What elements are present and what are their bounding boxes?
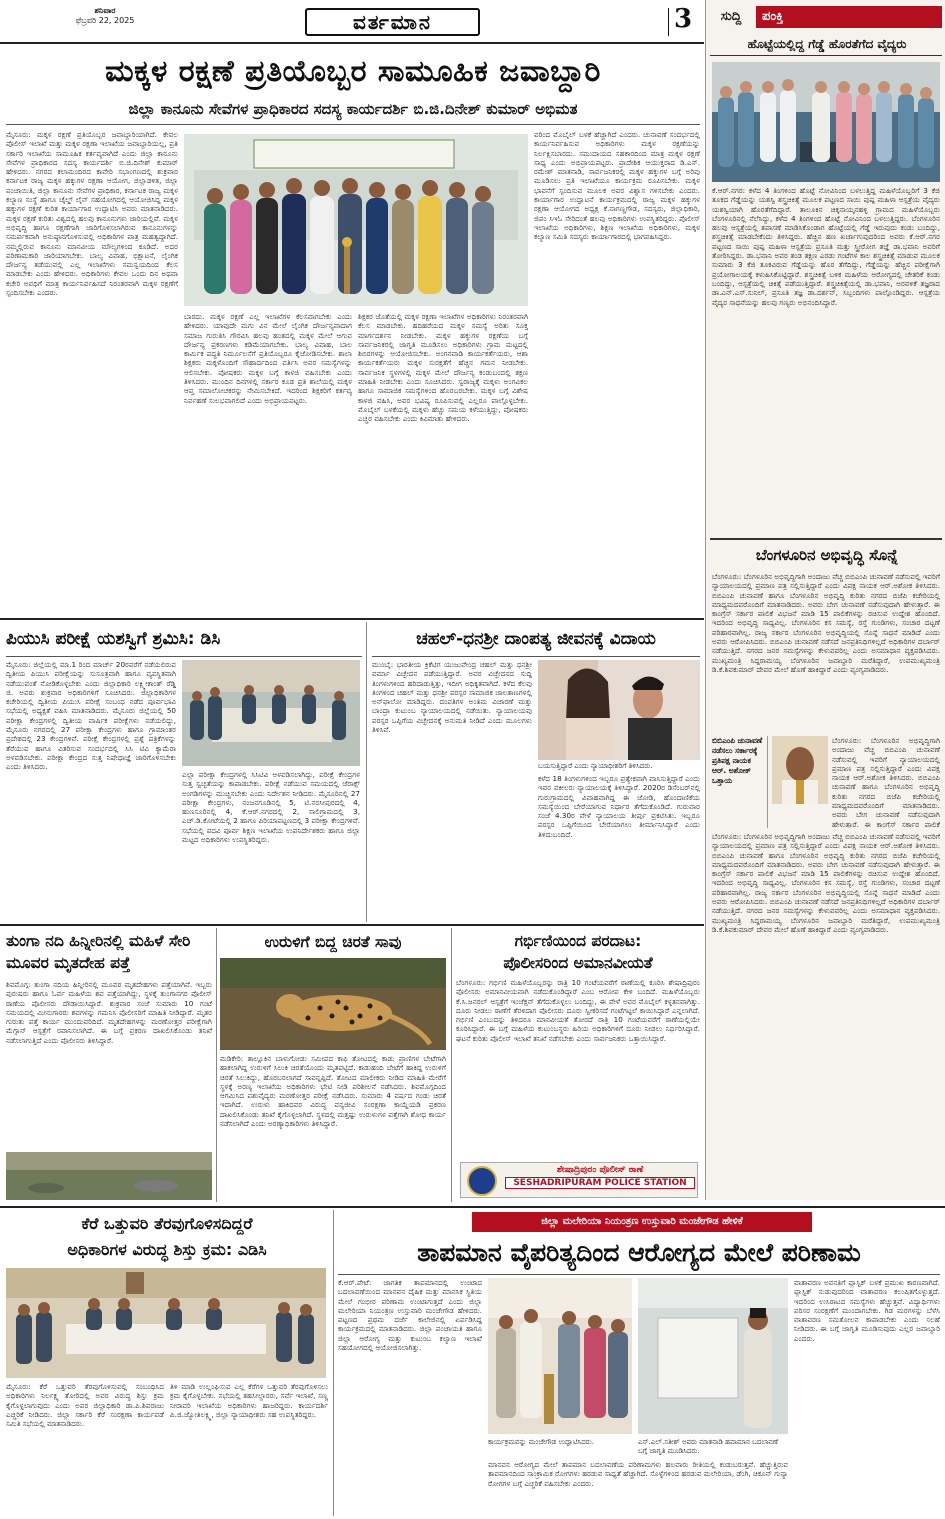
malaria-headline-rule [338,1274,940,1275]
paper-name-logo: ವರ್ತಮಾನ [305,8,480,36]
station-sign-kannada: ಶೇಷಾದ್ರಿಪುರಂ ಪೊಲೀಸ್ ಠಾಣೆ [556,1165,644,1175]
puc-headline: ಪಿಯುಸಿ ಪರೀಕ್ಷೆ ಯಶಸ್ವಿಗೆ ಶ್ರಮಿಸಿ: ಡಿಸಿ [6,629,221,649]
lead-headline: ಮಕ್ಕಳ ರಕ್ಷಣೆ ಪ್ರತಿಯೊಬ್ಬರ ಸಾಮೂಹಿಕ ಜವಾಬ್ದಾರಿ [105,54,601,89]
puc-meeting-photo [182,660,360,766]
ashok-pullquote: ಬಿಬಿಎಂಪಿ ಚುನಾವಣೆ ನಡೆಸಲು ಸರ್ಕಾರಕ್ಕೆ ಪ್ರತಿಪಕ್ಷ ನಾಯಕ ಆರ್. ಅಶೋಕ್ ಒತ್ತಾಯ [712,736,768,828]
malaria-kicker: ಜಿಲ್ಲಾ ಮಲೇರಿಯಾ ನಿಯಂತ್ರಣ ಉಸ್ತುವಾರಿ ಮಂಜೇಗೌಡ ಹೇಳಿಕೆ [472,1212,812,1232]
lead-subhead-rule [6,124,700,125]
sidebar-tab-news: ಸುದ್ದಿ [720,9,742,24]
sidebar-story1-body: ಕೆ.ಆರ್.ನಗರ: ಕಳೆದ 4 ತಿಂಗಳಿಂದ ಹೊಟ್ಟೆ ನೋವಿನಿಂದ ಬಳಲುತ್ತಿದ್ದ ಮಹಿಳೆಯೊಬ್ಬರಿಗೆ 3 ಕೆಜಿ ತೂಕದ ಗೆಡ್ಡೆಯನ್ನು ಯಶಸ್ವಿ ಶಸ್ತ್ರಚಿಕಿತ್ಸೆ ಮೂಲಕ ಪಟ್ಟಣದ ಸಾಯಿ ಪುಷ್ಪ ಮಹಿಳಾ ಆಸ್ಪತ್ರೆಯ ವೈದ್ಯರು ಯಶಸ್ವಿಯಾಗಿ ಹೊರತೆಗೆದಿದ್ದಾರೆ. ತಾಲೂಕಿನ ಚಿಕ್ಕನಾಯ್ಕನಹಳ್ಳಿ ಗ್ರಾಮದ ಮಹಿಳೆಯೊಬ್ಬರು ಬೆಂಗಳೂರಿನಲ್ಲಿ ನೆಲೆಸಿದ್ದು, ಕಳೆದ 4 ತಿಂಗಳಿಂದ ಹೊಟ್ಟೆ ನೋವಿನಿಂದ ಬಳಲುತ್ತಿದ್ದರು. ಬೆಂಗಳೂರಿನ ಹಲವು ಆಸ್ಪತ್ರೆಯಲ್ಲಿ ತಪಾಸಣೆ ಮಾಡಿಸಿಕೊಂಡಾಗ ಹೊಟ್ಟೆಯಲ್ಲಿ ಗೆಡ್ಡೆ ಇರುವುದು ಕಂಡು ಬಂದಿದ್ದು, ಶಸ್ತ್ರಚಿಕಿತ್ಸೆ ಮಾಡಬೇಕೆಂದು ತಿಳಿಸಿದ್ದರು. ಹೆಚ್ಚಿನ ಹಣ ಖರ್ಚಾಗುವುದರಿಂದ ಅವರು ಕೆ.ಆರ್.ನಗರ ಪಟ್ಟಣದ ಸಾಯಿ ಪುಷ್ಪ ಮಹಿಳಾ ಆಸ್ಪತ್ರೆಯ ಪ್ರಸೂತಿ ಮತ್ತು ಸ್ತ್ರೀರೋಗ ತಜ್ಞೆ ಡಾ.ಭವಾನಿ ಅವರಿಗೆ ತೋರಿಸಿದ್ದರು. ಡಾ.ಭವಾನಿ ಅವರ ತಂಡ ತಕ್ಷಣ ಎರಡು ಗಂಟೆಗಳ ಕಾಲ ಶಸ್ತ್ರಚಿಕಿತ್ಸೆ ಮಾಡುವ ಮೂಲಕ ಸುಮಾರು 3 ಕೆಜಿ ತೂಕವಿರುವ ಗೆಡ್ಡೆಯನ್ನು ಹೊರ ತೆಗೆದಿದ್ದು, ಗೆಡ್ಡೆಯನ್ನು ಹೆಚ್ಚಿನ ಪರೀಕ್ಷೆಗಾಗಿ ಪ್ರಯೋಗಾಲಯಕ್ಕೆ ಕಳುಹಿಸಿಕೊಟ್ಟಿದ್ದಾರೆ. ಶಸ್ತ್ರಚಿಕಿತ್ಸೆ ಬಳಿಕ ಮಹಿಳೆಯ ಆರೋಗ್ಯದಲ್ಲಿ ಚೇತರಿಕೆ ಕಂಡು ಬಂದಿದ್ದು, ಆಸ್ಪತ್ರೆಯಲ್ಲಿ ಚಿಕಿತ್ಸೆ ಪಡೆಯುತ್ತಿದ್ದಾರೆ. ಶಸ್ತ್ರಚಿಕಿತ್ಸೆಯಲ್ಲಿ ಡಾ.ಭವಾನಿ, ಅರವಳಿಕೆ ತಜ್ಞರಾದ ಡಾ.ಎನ್.ಎಸ್.ಸುನಿಲ್, ಪ್ರಸೂತಿ ತಜ್ಞ ಡಾ.ದರ್ಶನ್, ಸಿಬ್ಬಂದಿಗಳು ಪಾಲ್ಗೊಂಡಿದ್ದರು. ಆಸ್ಪತ್ರೆಯ ವೈದ್ಯರ ಸಾಧನೆಯನ್ನು ಹಲವು ಗಣ್ಯರು ಅಭಿನಂದಿಸಿದ್ದಾರೆ. [712,186,940,307]
puc-body-col2: ಎಲ್ಲಾ ಪರೀಕ್ಷಾ ಕೇಂದ್ರಗಳಲ್ಲಿ ಸಿಸಿಟಿವಿ ಅಳವಡಿಸಲಾಗಿದ್ದು, ಪರೀಕ್ಷೆ ಕೇಂದ್ರಗಳ ಸುತ್ತ ಸ್ವಚ್ಛತೆಯನ್ನು ಕಾಪಾಡಬೇಕು. ಪರೀಕ್ಷೆ ನಡೆಯುವ ಸಮಯದಲ್ಲಿ ಜೆರಾಕ್ಸ್ ಅಂಗಡಿಗಳನ್ನು ಮುಚ್ಚಿಸಬೇಕು ಎಂದು ನಿರ್ದೇಶನ ನೀಡಿದರು. ಮೈಸೂರಿನಲ್ಲಿ 27 ಪರೀಕ್ಷಾ ಕೇಂದ್ರಗಳು, ನಂಜನಗೂಡಿನಲ್ಲಿ 5, ಟಿ.ನರಸೀಪುರದಲ್ಲಿ 4, ಹುಣಸೂರಿನಲ್ಲಿ 4, ಕೆ.ಆರ್.ನಗರದಲ್ಲಿ 2, ಸಾಲಿಗ್ರಾಮದಲ್ಲಿ 3, ಎಚ್.ಡಿ.ಕೋಟೆಯಲ್ಲಿ 2 ಹಾಗೂ ಪಿರಿಯಾಪಟ್ಟಣದಲ್ಲಿ 3 ಪರೀಕ್ಷಾ ಕೇಂದ್ರಗಳಿವೆ. ಸಭೆಯಲ್ಲಿ ಪದವಿ ಪೂರ್ವ ಶಿಕ್ಷಣ ಇಲಾಖೆಯ ಉಪನಿರ್ದೇಶಕರು ಹಾಗೂ ಜಿಲ್ಲಾ ಮಟ್ಟದ ಅಧಿಕಾರಿಗಳು ಉಪಸ್ಥಿತರಿದ್ದರು. [182,770,360,845]
lake-meeting-photo-graphic [6,1268,326,1378]
tunga-photo-graphic [6,1152,212,1200]
sidebar-story2-body-wrap: ಬೆಂಗಳೂರು: ಬೆಂಗಳೂರಿನ ಅಭಿವೃದ್ಧಿಗಾಗಿ ಅಂದಾಜು ವೆಚ್ಚ ಬಿಬಿಎಂಪಿ ಚುನಾವಣೆ ನಡೆಸುವಲ್ಲಿ ಇವರಿಗೆ ನ್ಯಾಯಾಲಯದಲ್ಲಿ ಪ್ರಮಾಣ ಪತ್ರ ಸಲ್ಲಿಸುತ್ತಿದ್ದಾರೆ ಎಂದು ವಿಪಕ್ಷ ನಾಯಕ ಆರ್.ಅಶೋಕ ತಿಳಿಸಿದರು. ಬಿಬಿಎಂಪಿ ಚುನಾವಣೆ ಹಾಗೂ ಬೆಂಗಳೂರಿನ ಅಭಿವೃದ್ಧಿ ಕುರಿತು ನಗರದ ಬಿಜೆಪಿ ಕಚೇರಿಯಲ್ಲಿ ಮಾಧ್ಯಮದವರೊಂದಿಗೆ ಮಾತನಾಡಿದರು. ಅವರು ಬೇಗ ಚುನಾವಣೆ ನಡೆಸುವುದಾಗಿ ಹೇಳುತ್ತಾರೆ. ಈ ಕಾಂಗ್ರೆಸ್ ಸರ್ಕಾರ ಪಾಲಿಕೆ [832,736,940,828]
puc-chahal-divider [366,622,367,922]
station-sign-english: SESHADRIPURAM POLICE STATION [505,1177,695,1189]
hospital-team-photo [712,62,940,182]
middle-rule [0,924,704,926]
sidebar-tab-column: ಪಂಕ್ತಿ [756,6,942,28]
malaria-inauguration-photo [488,1278,632,1434]
sidebar-story2-title: ಬೆಂಗಳೂರಿನ ಅಭಿವೃದ್ಧಿ ಸೊನ್ನೆ [755,546,899,564]
malaria-speaker-photo [638,1278,788,1434]
chahal-headline: ಚಹಲ್-ಧನಶ್ರೀ ದಾಂಪತ್ಯ ಜೀವನಕ್ಕೆ ವಿದಾಯ [416,629,656,649]
page-number: 3 [674,4,693,34]
leopard-pregnant-divider [451,928,452,1202]
chahal-body-col1: ಮುಂಬೈ: ಭಾರತೀಯ ಕ್ರಿಕೆಟಿಗ ಯುಜುವೇಂದ್ರ ಚಹಲ್ ಮತ್ತು ಧನಶ್ರೀ ವರ್ಮಾ ವಿಚ್ಛೇದನ ಪಡೆಯುತ್ತಿದ್ದಾರೆ. ಅವರ ವಿಚ್ಛೇದನದ ಸುದ್ದಿ ತಿಂಗಳುಗಳಿಂದ ಹರಿದಾಡುತ್ತಿತ್ತು, ಇದೀಗ ಅಧಿಕೃತವಾಗಿದೆ. ಕಳೆದ ಕೆಲವು ತಿಂಗಳಿಂದ ಚಹಲ್ ಮತ್ತು ಧನಶ್ರೀ ಪರಸ್ಪರ ಸಾಮಾಜಿಕ ಜಾಲತಾಣಗಳಲ್ಲಿ ಅನ್‌ಫಾಲೋ ಮಾಡಿದ್ದರು. ದಂಪತಿಗಳ ಅಂತಿಮ ವಿಚಾರಣೆ ಮತ್ತು ಬಾಂದ್ರಾ ಕುಟುಂಬ ನ್ಯಾಯಾಲಯದಲ್ಲಿ ನಡೆಯಿತು. ನ್ಯಾಯಾಲಯವು ಪರಸ್ಪರ ಒಪ್ಪಿಗೆಯ ವಿಚ್ಛೇದನಕ್ಕೆ ಅನುಮತಿ ನೀಡಿದೆ ಎಂದು ಮೂಲಗಳು ತಿಳಿಸಿವೆ. [372,660,532,735]
lead-body-col2: ಬಾರದು. ಮಕ್ಕಳ ರಕ್ಷಣೆ ಎಲ್ಲ ಇಲಾಖೆಗಳ ಕೆಲಸವಾಗಬೇಕು ಎಂದು ಹೇಳಿದರು. ಯಾವುದೇ ಮಗು ವಿನ ಮೇಲೆ ಲೈಂಗಿಕ ದೌರ್ಜನ್ಯವಾದಾಗ ಸಮಾಜ ಗುರುತಿಸಿ ಗೌರವಿಸಿ ಹಲವು ಹಂತದಲ್ಲಿ ಮಕ್ಕಳ ಮೇಲೆ ಆಗುವ ದೌರ್ಜನ್ಯ ಪ್ರಕರಣಗಳು ಕಡಿಮೆಯಾಗಬೇಕು. ಬಾಲ್ಯ ವಿವಾಹ, ಬಾಲ ಕಾರ್ಮಿಕ ಪದ್ಧತಿ ನಿರ್ಮೂಲನೆಗೆ ಪ್ರತಿಯೊಬ್ಬರೂ ಕೈಜೋಡಿಸಬೇಕು. ಶಾಲಾ ಶಿಕ್ಷಕರು ಮಕ್ಕಳೊಂದಿಗೆ ಸೌಹಾರ್ದದಿಂದ ವರ್ತಿಸಿ ಅವರ ಸಮಸ್ಯೆಗಳನ್ನು ಆಲಿಸಬೇಕು. ಪೋಷಕರು ಮಕ್ಕಳ ಬಗ್ಗೆ ಕಾಳಜಿ ವಹಿಸಬೇಕು ಎಂದು ತಿಳಿಸಿದರು. ಮುಂದಿನ ದಿನಗಳಲ್ಲಿ ಸರ್ಕಾರ ಕೂಡ ಪ್ರತಿ ಶಾಲೆಯಲ್ಲಿ ಮಕ್ಕಳ ಆಪ್ತ ಸಮಾಲೋಚಕರನ್ನು ನೇಮಿಸಬೇಕಿದೆ. ಇದರಿಂದ ಶಿಕ್ಷಕರಿಗೆ ಕರ್ತವ್ಯ ನಿರ್ವಹಣೆ ಸುಲಭವಾಗಲಿದೆ ಎಂದು ಅಭಿಪ್ರಾಯಪಟ್ಟರು. [184,312,352,405]
chahal-body-col2: ಕಳೆದ 18 ತಿಂಗಳುಗಳಿಂದ ಇಬ್ಬರೂ ಪ್ರತ್ಯೇಕವಾಗಿ ವಾಸಿಸುತ್ತಿದ್ದಾರೆ ಎಂದು ಇವರ ವಕೀಲರು ನ್ಯಾಯಾಲಯಕ್ಕೆ ತಿಳಿಸಿದ್ದಾರೆ. 2020ರ ಡಿಸೆಂಬರ್‌ನಲ್ಲಿ ಗುರುಗ್ರಾಮದಲ್ಲಿ ವಿವಾಹವಾಗಿದ್ದ ಈ ಜೋಡಿ, ಹೊಂದಾಣಿಕೆಯ ಸಮಸ್ಯೆಯಿಂದ ಬೇರೆಯಾಗುವ ನಿರ್ಧಾರ ತೆಗೆದುಕೊಂಡಿದೆ. ಗುರುವಾರ ಸಂಜೆ 4.30ರ ವೇಳೆ ನ್ಯಾಯಾಲಯ ತೀರ್ಪು ಪ್ರಕಟಿಸಿತು. ಇಬ್ಬರೂ ಪರಸ್ಪರ ಒಪ್ಪಿಗೆಯಿಂದ ಬೇರೆಯಾಗಲು ತೀರ್ಮಾನಿಸಿದ್ದಾರೆ ಎಂದು ತಿಳಿದುಬಂದಿದೆ. [538,774,700,839]
hospital-photo-graphic [712,62,940,182]
lake-body-col2: ತಿಳಿ ಮಾಡಿ ಉಲ್ಲಂಘಿಸುವ ಎಲ್ಲ ಕೆರೆಗಳ ಒತ್ತುವರಿ ತೆರವುಗೊಳಿಸಲು ಕ್ರಮ ಕೈಗೊಳ್ಳಬೇಕು. ಸಭೆಯಲ್ಲಿ ತಹಸೀಲ್ದಾರರು, ಸರ್ವೆ ಇಲಾಖೆ, ಸಣ್ಣ ನೀರಾವರಿ ಇಲಾಖೆಯ ಅಧಿಕಾರಿಗಳು ಹಾಜರಿದ್ದರು. ಕಾರ್ಯದರ್ಶಿ ಪಿ.ಜಿ.ಜ್ಯೋತಿಲಕ್ಷ್ಮಿ, ಜಿಲ್ಲಾ ನ್ಯಾಯಾಧೀಶರು ಸಹ ಉಪಸ್ಥಿತರಿದ್ದರು. [170,1382,328,1419]
lead-event-photo-graphic [184,134,528,306]
tunga-leopard-divider [216,928,217,1202]
malaria-caption-left: ಕಾರ್ಯಕ್ರಮವನ್ನು ಮಂಜೇಗೌಡ ಉದ್ಘಾಟಿಸಿದರು. [488,1438,594,1446]
tunga-headline: ತುಂಗಾ ನದಿ ಹಿನ್ನೀರಿನಲ್ಲಿ ಮಹಿಳೆ ಸೇರಿ ಮೂವರ ಮೃತದೇಹ ಪತ್ತೆ [6,932,191,972]
ashok-pullquote-box [712,736,940,828]
lead-body-col3: ಶಿಕ್ಷಕರ ಜೊತೆಯಲ್ಲಿ ಮಕ್ಕಳ ರಕ್ಷಣಾ ಇಲಾಖೆಗಳ ಅಧಿಕಾರಿಗಳು ನಿರಂತರವಾಗಿ ಕೆಲಸ ಮಾಡಬೇಕು. ಹದಿಹರೆಯದ ಮಕ್ಕಳ ಸಮಸ್ಯೆ ಅರಿತು ಸೂಕ್ತ ಮಾರ್ಗದರ್ಶನ ನೀಡಬೇಕು. ಮಕ್ಕಳ ಹಕ್ಕುಗಳ ರಕ್ಷಣೆಯ ಬಗ್ಗೆ ಸಾರ್ವಜನಿಕರಲ್ಲಿ ಜಾಗೃತಿ ಮೂಡಿಸಲು ಅಧಿಕಾರಿಗಳು ಗ್ರಾಮ ಮಟ್ಟದಲ್ಲಿ ಶಿಬಿರಗಳನ್ನು ಆಯೋಜಿಸಬೇಕು. ಅಂಗನವಾಡಿ ಕಾರ್ಯಕರ್ತೆಯರು, ಆಶಾ ಕಾರ್ಯಕರ್ತೆಯರು ಮಕ್ಕಳ ಸುರಕ್ಷತೆಗೆ ಹೆಚ್ಚಿನ ಗಮನ ನೀಡಬೇಕು. ಸಾರ್ವಜನಿಕ ಸ್ಥಳಗಳಲ್ಲಿ ಮಕ್ಕಳ ಮೇಲೆ ದೌರ್ಜನ್ಯ ಕಂಡುಬಂದಲ್ಲಿ ತಕ್ಷಣ ಮಾಹಿತಿ ನೀಡಬೇಕು ಎಂದು ಸೂಚಿಸಿದರು. ಸ್ವರಾಜ್ಯಕ್ಕೆ ಮಕ್ಕಳು ಅಂಗವಿಕಲ ಹಾಗೂ ಸಾಮಾಜಿಕ ಸಮಸ್ಯೆಗಳಿಂದ ಹೊರಬರಬೇಕು. ಮಕ್ಕಳ ಬಗ್ಗೆ ವಿಶೇಷ ಕಾಳಜಿ ವಹಿಸಿ, ಅವರ ಭವಿಷ್ಯ ರೂಪಿಸುವಲ್ಲಿ ಎಲ್ಲರೂ ಪಾಲ್ಗೊಳ್ಳಬೇಕು. ಮೊಬೈಲ್ ಬಳಕೆಯಲ್ಲಿ ಮಕ್ಕಳು ಹೆಚ್ಚು ಸಮಯ ಕಳೆಯುತ್ತಿದ್ದು, ಪೋಷಕರು ಎಚ್ಚರ ವಹಿಸಬೇಕು ಎಂದು ಕಿವಿಮಾತು ಹೇಳಿದರು. [358,312,528,424]
ashok-portrait [772,736,828,804]
ashok-portrait-graphic [772,736,828,804]
leopard-photo [220,958,446,1050]
lake-malaria-divider [333,1210,334,1516]
lake-meeting-photo [6,1268,326,1378]
puc-headline-rule [6,656,362,657]
malaria-body-col3: ವಾತಾವರಣ ಅವನತಿಗೆ ಪ್ಲಾಸ್ಟಿಕ್ ಬಳಕೆ ಪ್ರಮುಖ ಕಾರಣವಾಗಿದೆ. ಪ್ಲಾಸ್ಟಿಕ್ ಸುಡುವುದರಿಂದ ವಾತಾವರಣ ಕಲುಷಿತಗೊಳ್ಳುತ್ತದೆ. ಇದರಿಂದ ಉಸಿರಾಟದ ಸಮಸ್ಯೆಗಳು ಹೆಚ್ಚುತ್ತವೆ. ವಿದ್ಯಾರ್ಥಿಗಳು ಪರಿಸರ ಸಂರಕ್ಷಣೆಗೆ ಮುಂದಾಗಬೇಕು. ಗಿಡ ಮರಗಳನ್ನು ಬೆಳೆಸಿ ವಾತಾವರಣ ಸಮತೋಲನ ಕಾಪಾಡಬೇಕು ಎಂದು ಸಲಹೆ ನೀಡಿದರು. ಈ ಬಗ್ಗೆ ಜಾಗೃತಿ ಮೂಡಿಸುವುದು ಎಲ್ಲರ ಜವಾಬ್ದಾರಿ ಎಂದರು. [794,1278,940,1343]
pregnant-headline-line2: ಪೊಲೀಸರಿಂದ ಅಮಾನವೀಯತೆ [503,954,653,972]
puc-meeting-photo-graphic [182,660,360,766]
lake-body-col1: ಮೈಸೂರು: ಕೆರೆ ಒತ್ತುವರಿ ತೆರವುಗೊಳಿಸುವಲ್ಲಿ ಸಂಬಂಧಿಸಿದ ಅಧಿಕಾರಿಗಳು ನಿರ್ಲಕ್ಷ್ಯ ತೋರಿದಲ್ಲಿ ಅವರ ವಿರುದ್ಧ ಶಿಸ್ತು ಕ್ರಮ ಕೈಗೊಳ್ಳಲಾಗುವುದು ಎಂದು ಅಪರ ಜಿಲ್ಲಾಧಿಕಾರಿ ಡಾ.ಪಿ.ಶಿವರಾಜು ಎಚ್ಚರಿಕೆ ನೀಡಿದರು. ಜಿಲ್ಲಾ ಸರ್ಕಾರಿ ಕೆರೆ ಸಂರಕ್ಷಣಾ ಕಾರ್ಯಪಡೆ ಸಮಿತಿ ಸಭೆಯಲ್ಲಿ ಮಾತನಾಡಿದರು. [6,1382,164,1429]
sidebar-story2-body-top: ಬೆಂಗಳೂರು: ಬೆಂಗಳೂರಿನ ಅಭಿವೃದ್ಧಿಗಾಗಿ ಅಂದಾಜು ವೆಚ್ಚ ಬಿಬಿಎಂಪಿ ಚುನಾವಣೆ ನಡೆಸುವಲ್ಲಿ ಇವರಿಗೆ ನ್ಯಾಯಾಲಯದಲ್ಲಿ ಪ್ರಮಾಣ ಪತ್ರ ಸಲ್ಲಿಸುತ್ತಿದ್ದಾರೆ ಎಂದು ವಿಪಕ್ಷ ನಾಯಕ ಆರ್.ಅಶೋಕ ತಿಳಿಸಿದರು. ಬಿಬಿಎಂಪಿ ಚುನಾವಣೆ ಹಾಗೂ ಬೆಂಗಳೂರಿನ ಅಭಿವೃದ್ಧಿ ಕುರಿತು ನಗರದ ಬಿಜೆಪಿ ಕಚೇರಿಯಲ್ಲಿ ಮಾಧ್ಯಮದವರೊಂದಿಗೆ ಮಾತನಾಡಿದರು. ಅವರು ಬೇಗ ಚುನಾವಣೆ ನಡೆಸುವುದಾಗಿ ಹೇಳುತ್ತಾರೆ. ಈ ಕಾಂಗ್ರೆಸ್ ಸರ್ಕಾರ ಪಾಲಿಕೆ ವಿಭಜನೆ ಮಾಡಿ 15 ಪಾಲಿಕೆಗಳನ್ನು ರಚಿಸುವ ಉದ್ದೇಶ ಹೊಂದಿದೆ. ಇದರಿಂದ ಅಭಿವೃದ್ಧಿ ಸಾಧ್ಯವಿಲ್ಲ. ಬೆಂಗಳೂರಿನ ಕಸ ಸಮಸ್ಯೆ, ರಸ್ತೆ ಗುಂಡಿಗಳು, ಸಂಚಾರ ದಟ್ಟಣೆ ಪರಿಹಾರವಾಗಿಲ್ಲ. ರಾಜ್ಯ ಸರ್ಕಾರ ಬೆಂಗಳೂರಿನ ಅಭಿವೃದ್ಧಿಯಲ್ಲಿ ಸೊನ್ನೆ ಸಾಧನೆ ಮಾಡಿದೆ ಎಂದು ಅವರು ಆರೋಪಿಸಿದರು. ಬಿಬಿಎಂಪಿ ಚುನಾವಣೆ ನಡೆಸದೆ ಜನಪ್ರತಿನಿಧಿಗಳಿಲ್ಲದೆ ಅಧಿಕಾರಿಗಳ ದರ್ಬಾರ್ ನಡೆಯುತ್ತಿದೆ. ನಗರದ ಜನರ ಸಮಸ್ಯೆಗಳನ್ನು ಕೇಳುವವರಿಲ್ಲ ಎಂದು ಅಸಮಾಧಾನ ವ್ಯಕ್ತಪಡಿಸಿದರು. ಮುಖ್ಯಮಂತ್ರಿ ಸಿದ್ದರಾಮಯ್ಯ ಬೆಂಗಳೂರಿನ ಜವಾಬ್ದಾರಿ ಮರೆತಿದ್ದಾರೆ, ಉಪಮುಖ್ಯಮಂತ್ರಿ ಡಿ.ಕೆ.ಶಿವಕುಮಾರ್ ದೇವರ ಮೇಲೆ ಹೊಣೆ ಹಾಕಿದ್ದಾರೆ ಎಂದು ವ್ಯಂಗ್ಯವಾಡಿದರು. [712,572,940,674]
tunga-river-photo [6,1152,212,1200]
sidebar-story2-rule-top [710,538,942,540]
pregnant-body: ಬೆಂಗಳೂರು: ಗರ್ಭಿಣಿ ಮಹಿಳೆಯೊಬ್ಬರನ್ನು ರಾತ್ರಿ 10 ಗಂಟೆಯವರೆಗೆ ಠಾಣೆಯಲ್ಲಿ ಕೂರಿಸಿ ಶೇಷಾದ್ರಿಪುರಂ ಪೊಲೀಸರು ಅಮಾನವೀಯವಾಗಿ ನಡೆದುಕೊಂಡಿದ್ದಾರೆ ಎಂಬ ಆರೋಪ ಕೇಳಿ ಬಂದಿದೆ. ಮಹಿಳೆಯೊಬ್ಬರು ಕೆ.ಸಿ.ಜನರಲ್ ಆಸ್ಪತ್ರೆಗೆ ಇಂಜೆಕ್ಷನ್ ತೆಗೆದುಕೊಳ್ಳಲು ಬಂದಿದ್ದು, ಈ ವೇಳೆ ಅವರ ಮೊಬೈಲ್ ಕಳ್ಳತನವಾಗಿತ್ತು. ದೂರು ನೀಡಲು ಠಾಣೆಗೆ ತೆರಳಿದಾಗ ಪೊಲೀಸರು ದೂರು ಸ್ವೀಕರಿಸದೆ ಗಂಟೆಗಟ್ಟಲೆ ಕಾಯಿಸಿದ್ದಾರೆ ಎನ್ನಲಾಗಿದೆ. ಗರ್ಭಿಣಿ ಎಂಬುದನ್ನು ತಿಳಿದರೂ ಮಾನವೀಯತೆ ತೋರದೆ ರಾತ್ರಿ 10 ಗಂಟೆಯವರೆಗೆ ಠಾಣೆಯಲ್ಲಿಯೇ ಕೂರಿಸಿದ್ದಾರೆ. ಈ ಬಗ್ಗೆ ಮಹಿಳೆಯ ಕುಟುಂಬಸ್ಥರು ಹಿರಿಯ ಅಧಿಕಾರಿಗಳಿಗೆ ದೂರು ನೀಡಲು ನಿರ್ಧರಿಸಿದ್ದಾರೆ. ಘಟನೆ ಕುರಿತು ಪೊಲೀಸ್ ಇಲಾಖೆ ತನಿಖೆ ನಡೆಸಬೇಕು ಎಂದು ಸಾರ್ವಜನಿಕರು ಒತ್ತಾಯಿಸಿದ್ದಾರೆ. [456,978,700,1043]
malaria-caption-right: ಎಸ್.ಎಲ್.ಸತೀಶ್ ಅವರು ಮಾತನಾಡಿ ಹವಾಮಾನ ಬದಲಾವಣೆ ಬಗ್ಗೆ ಜಾಗೃತಿ ಮೂಡಿಸಿದರು. [638,1438,779,1455]
pregnant-headline-line1: ಗರ್ಭಿಣಿಯಿಂದ ಪರದಾಟ: [514,932,642,950]
police-emblem-icon [467,1166,497,1196]
masthead [0,0,704,44]
lake-headline-line2: ಅಧಿಕಾರಿಗಳ ವಿರುದ್ಧ ಶಿಸ್ತು ಕ್ರಮ: ಎಡಿಸಿ [67,1240,267,1259]
sidebar [705,0,945,1200]
puc-body-col1: ಮೈಸೂರು: ಜಿಲ್ಲೆಯಲ್ಲಿ ಮಾ.1 ರಿಂದ ಮಾರ್ಚ್ 20ರವರೆಗೆ ನಡೆಯಲಿರುವ ದ್ವಿತೀಯ ಪಿಯುಸಿ ಪರೀಕ್ಷೆಯನ್ನು ಸುಸೂತ್ರವಾಗಿ ಹಾಗೂ ವ್ಯವಸ್ಥಿತವಾಗಿ ನಡೆಯುವಂತೆ ನೋಡಿಕೊಳ್ಳಬೇಕು ಎಂದು ಜಿಲ್ಲಾಧಿಕಾರಿ ಲಕ್ಷ್ಮೀಕಾಂತ್ ರೆಡ್ಡಿ ಜಿ. ಅವರು ಶುಕ್ರವಾರ ಅಧಿಕಾರಿಗಳಿಗೆ ಸೂಚಿಸಿದರು. ಜಿಲ್ಲಾಧಿಕಾರಿಗಳ ಕಚೇರಿಯಲ್ಲಿ ದ್ವಿತೀಯ ಪಿಯುಸಿ ಪರೀಕ್ಷೆ ಸಂಬಂಧ ನಡೆದ ಪೂರ್ವಭಾವಿ ಸಭೆಯಲ್ಲಿ ಅಧ್ಯಕ್ಷತೆ ವಹಿಸಿ ಮಾತನಾಡಿದರು. ಮೈಸೂರು ಜಿಲ್ಲೆಯಲ್ಲಿ 50 ಪರೀಕ್ಷಾ ಕೇಂದ್ರಗಳಲ್ಲಿ ದ್ವಿತೀಯ ವಾರ್ಷಿಕ ಪರೀಕ್ಷೆಗಳು ನಡೆಯಲಿದ್ದು, ಮೈಸೂರು ನಗರದಲ್ಲಿ 27 ಪರೀಕ್ಷಾ ಕೇಂದ್ರಗಳು ಹಾಗೂ ಗ್ರಾಮಾಂತರ ಪ್ರದೇಶದಲ್ಲಿ 23 ಕೇಂದ್ರಗಳಿವೆ. ಪರೀಕ್ಷೆ ಕೇಂದ್ರಗಳಲ್ಲಿ ಪ್ರಶ್ನೆ ಪತ್ರಿಕೆಗಳನ್ನು ತೆರೆಯುವ ಹಾಗೂ ವಿತರಿಸುವ ಸಂದರ್ಭದಲ್ಲಿ ಸಿಸಿ ಟಿವಿ ಕ್ಯಾಮೆರಾ ಅಳವಡಿಸಬೇಕು. ಪರೀಕ್ಷಾ ಕೇಂದ್ರದ ಸುತ್ತ ನಿಷೇಧಾಜ್ಞೆ ಜಾರಿಗೊಳಿಸಬೇಕು ಎಂದು ತಿಳಿಸಿದರು. [6,660,176,772]
date-day: ಶನಿವಾರ [94,6,116,15]
masthead-rule [0,42,704,44]
page-number-rule [668,8,669,36]
chahal-photo-caption: ಬಯಸುತ್ತಿದ್ದಾರೆ ಎಂದು ನ್ಯಾಯಾಧೀಶರಿಗೆ ತಿಳಿಸಿದರು. [538,762,653,770]
sidebar-tab-bar [706,4,945,30]
lead-body-col1: ಮೈಸೂರು: ಮಕ್ಕಳ ರಕ್ಷಣೆ ಪ್ರತಿಯೊಬ್ಬರ ಜವಾಬ್ದಾರಿಯಾಗಿದೆ. ಕೇವಲ ಪೊಲೀಸ್ ಇಲಾಖೆ ಮತ್ತು ಮಕ್ಕಳ ರಕ್ಷಣಾ ಇಲಾಖೆಯ ಜವಾಬ್ದಾರಿಯಲ್ಲ, ಪ್ರತಿ ಸರ್ಕಾರಿ ಇಲಾಖೆಯ ಸಾಮೂಹಿಕ ಕರ್ತವ್ಯವಾಗಿದೆ ಎಂದು ಜಿಲ್ಲಾ ಕಾನೂನು ಸೇವೆಗಳ ಪ್ರಾಧಿಕಾರದ ಸದಸ್ಯ ಕಾರ್ಯದರ್ಶಿ ಬಿ.ಜಿ.ದಿನೇಶ್ ಕುಮಾರ್ ಹೇಳಿದರು. ನಗರದ ಕಲಾಮಂದಿರದ ಕಾವೇರಿ ಸಭಾಂಗಣದಲ್ಲಿ ಶುಕ್ರವಾರ ಕರ್ನಾಟಕ ರಾಜ್ಯ ಮಕ್ಕಳ ಹಕ್ಕುಗಳ ರಕ್ಷಣಾ ಆಯೋಗ, ಜಿಲ್ಲಾಡಳಿತ, ಜಿಲ್ಲಾ ಪಂಚಾಯಿತಿ, ಜಿಲ್ಲಾ ಕಾನೂನು ಸೇವೆಗಳ ಪ್ರಾಧಿಕಾರ, ಕರ್ನಾಟಕ ರಾಜ್ಯ ಮಕ್ಕಳ ಕಲ್ಯಾಣ ಸಂಸ್ಥೆ ಹಾಗೂ ಚೈಲ್ಡ್ ಲೈನ್ ಸಹಯೋಗದಲ್ಲಿ ಆಯೋಜಿಸಿದ್ದ ಮಕ್ಕಳ ಹಕ್ಕುಗಳ ರಕ್ಷಣೆ ಕುರಿತ ಕಾರ್ಯಾಗಾರ ಉದ್ಘಾಟಿಸಿ ಅವರು ಮಾತನಾಡಿದರು. ಮಕ್ಕಳ ರಕ್ಷಣೆ ಕುರಿತು ವಿಶ್ವದಲ್ಲಿ ಹಲವು ಕಾನೂನುಗಳು ಜಾರಿಯಲ್ಲಿವೆ. ಮಕ್ಕಳ ಅಭಿವೃದ್ಧಿ ಹಾಗೂ ರಕ್ಷಣೆಗಾಗಿ ಜಾರಿಗೊಳಿಸಲಾಗಿರುವ ಕಾನೂನುಗಳನ್ನು ಸಮರ್ಪಕವಾಗಿ ಅನುಷ್ಠಾನಗೊಳಿಸುವಲ್ಲಿ ಅಧಿಕಾರಿಗಳ ಪಾತ್ರ ಮಹತ್ವದ್ದಾಗಿದೆ. ನಮ್ಮಲ್ಲಿರುವ ಕಾನೂನು ಮಾನವೀಯ ಮೌಲ್ಯಗಳಿಂದ ಕೂಡಿದೆ. ಅದರ ಪರಿಣಾಮಕಾರಿ ಜಾರಿಯಾಗಬೇಕು. ಬಾಲ್ಯ ವಿವಾಹ, ಭಿಕ್ಷಾಟನೆ, ಲೈಂಗಿಕ ದೌರ್ಜನ್ಯ ತಡೆಯುವಲ್ಲಿ ಎಲ್ಲ ಇಲಾಖೆಗಳು ಸಮನ್ವಯದಿಂದ ಕೆಲಸ ಮಾಡಬೇಕು ಎಂದು ಹೇಳಿದರು. ಅಧಿಕಾರಿಗಳು ಕೇವಲ ಒಂದು ದಿನ ಅಥವಾ ಕಚೇರಿ ಅವಧಿಗೆ ಮಾತ್ರ ಕಾರ್ಯನಿರ್ವಹಿಸದೆ ನಿರಂತರವಾಗಿ ಮಕ್ಕಳ ರಕ್ಷಣೆಗೆ ಸ್ಪಂದಿಸಬೇಕು ಎಂದರು. [6,130,178,298]
date-block [60,6,150,26]
leopard-photo-graphic [220,958,446,1050]
sidebar-story1-title: ಹೊಟ್ಟೆಯಲ್ಲಿದ್ದ ಗೆಡ್ಡೆ ಹೊರತೆಗೆದ ವೈದ್ಯರು [747,37,907,51]
lead-bottom-rule [0,618,704,620]
chahal-headline-rule [372,656,700,657]
lead-body-col4: ವರಿಂದ ಮೊಬೈಲ್ ಬಳಕೆ ಹೆಚ್ಚಾಗಿದೆ ಎಂದರು. ಚುನಾವಣೆ ಸಂದರ್ಭದಲ್ಲಿ ಕಾರ್ಯನಿರ್ವಹಿಸುವ ಅಧಿಕಾರಿಗಳು ಮಕ್ಕಳ ರಕ್ಷಣೆಯನ್ನು ನಿರ್ಲಕ್ಷಿಸಬಾರದು. ಸಮುದಾಯದ ಸಹಕಾರದಿಂದ ಮಾತ್ರ ಮಕ್ಕಳ ರಕ್ಷಣೆ ಸಾಧ್ಯ ಎಂದು ಅಭಿಪ್ರಾಯಪಟ್ಟರು. ಪ್ರಾದೇಶಿಕ ಆಯುಕ್ತರಾದ ಡಿ.ಎಸ್. ರಮೇಶ್ ಮಾತನಾಡಿ, ಸಾರ್ವಜನಿಕರಲ್ಲಿ ಮಕ್ಕಳ ಹಕ್ಕುಗಳ ಬಗ್ಗೆ ಅರಿವು ಮೂಡಿಸಲು ಪ್ರತಿ ಇಲಾಖೆಯೂ ಕಾರ್ಯಕ್ರಮ ರೂಪಿಸಬೇಕು. ಮಕ್ಕಳ ಭಾವನೆಗೆ ಸ್ಪಂದಿಸುವ ಮೂಲಕ ಅವರ ವಿಶ್ವಾಸ ಗಳಿಸಬೇಕು ಎಂದರು. ಕಾರ್ಯಾಗಾರ ಉದ್ಘಾಟನೆ ಕಾರ್ಯಕ್ರಮದಲ್ಲಿ ರಾಜ್ಯ ಮಕ್ಕಳ ಹಕ್ಕುಗಳ ರಕ್ಷಣಾ ಆಯೋಗದ ಅಧ್ಯಕ್ಷ ಕೆ.ನಾಗಣ್ಣಗೌಡ, ಸದಸ್ಯರು, ಜಿಲ್ಲಾಧಿಕಾರಿ, ಜಿಪಂ ಸಿಇಓ ಸೇರಿದಂತೆ ಹಲವು ಅಧಿಕಾರಿಗಳು ಉಪಸ್ಥಿತರಿದ್ದರು. ಪೊಲೀಸ್ ಇಲಾಖೆಯ ಅಧಿಕಾರಿಗಳು, ಶಿಕ್ಷಣ ಇಲಾಖೆಯ ಅಧಿಕಾರಿಗಳು, ಮಕ್ಕಳ ಕಲ್ಯಾಣ ಸಮಿತಿ ಸದಸ್ಯರು ಕಾರ್ಯಾಗಾರದಲ್ಲಿ ಭಾಗವಹಿಸಿದ್ದರು. [534,130,700,242]
lead-event-photo [184,134,528,306]
chahal-photo-graphic [538,660,700,760]
police-station-sign-photo [460,1162,698,1198]
leopard-headline: ಉರುಳಿಗೆ ಬಿದ್ದ ಚಿರತೆ ಸಾವು [264,933,402,951]
lower-rule [0,1206,945,1208]
sidebar-story2-body-bottom: ಬೆಂಗಳೂರು: ಬೆಂಗಳೂರಿನ ಅಭಿವೃದ್ಧಿಗಾಗಿ ಅಂದಾಜು ವೆಚ್ಚ ಬಿಬಿಎಂಪಿ ಚುನಾವಣೆ ನಡೆಸುವಲ್ಲಿ ಇವರಿಗೆ ನ್ಯಾಯಾಲಯದಲ್ಲಿ ಪ್ರಮಾಣ ಪತ್ರ ಸಲ್ಲಿಸುತ್ತಿದ್ದಾರೆ ಎಂದು ವಿಪಕ್ಷ ನಾಯಕ ಆರ್.ಅಶೋಕ ತಿಳಿಸಿದರು. ಬಿಬಿಎಂಪಿ ಚುನಾವಣೆ ಹಾಗೂ ಬೆಂಗಳೂರಿನ ಅಭಿವೃದ್ಧಿ ಕುರಿತು ನಗರದ ಬಿಜೆಪಿ ಕಚೇರಿಯಲ್ಲಿ ಮಾಧ್ಯಮದವರೊಂದಿಗೆ ಮಾತನಾಡಿದರು. ಅವರು ಬೇಗ ಚುನಾವಣೆ ನಡೆಸುವುದಾಗಿ ಹೇಳುತ್ತಾರೆ. ಈ ಕಾಂಗ್ರೆಸ್ ಸರ್ಕಾರ ಪಾಲಿಕೆ ವಿಭಜನೆ ಮಾಡಿ 15 ಪಾಲಿಕೆಗಳನ್ನು ರಚಿಸುವ ಉದ್ದೇಶ ಹೊಂದಿದೆ. ಇದರಿಂದ ಅಭಿವೃದ್ಧಿ ಸಾಧ್ಯವಿಲ್ಲ. ಬೆಂಗಳೂರಿನ ಕಸ ಸಮಸ್ಯೆ, ರಸ್ತೆ ಗುಂಡಿಗಳು, ಸಂಚಾರ ದಟ್ಟಣೆ ಪರಿಹಾರವಾಗಿಲ್ಲ. ರಾಜ್ಯ ಸರ್ಕಾರ ಬೆಂಗಳೂರಿನ ಅಭಿವೃದ್ಧಿಯಲ್ಲಿ ಸೊನ್ನೆ ಸಾಧನೆ ಮಾಡಿದೆ ಎಂದು ಅವರು ಆರೋಪಿಸಿದರು. ಬಿಬಿಎಂಪಿ ಚುನಾವಣೆ ನಡೆಸದೆ ಜನಪ್ರತಿನಿಧಿಗಳಿಲ್ಲದೆ ಅಧಿಕಾರಿಗಳ ದರ್ಬಾರ್ ನಡೆಯುತ್ತಿದೆ. ನಗರದ ಜನರ ಸಮಸ್ಯೆಗಳನ್ನು ಕೇಳುವವರಿಲ್ಲ ಎಂದು ಅಸಮಾಧಾನ ವ್ಯಕ್ತಪಡಿಸಿದರು. ಮುಖ್ಯಮಂತ್ರಿ ಸಿದ್ದರಾಮಯ್ಯ ಬೆಂಗಳೂರಿನ ಜವಾಬ್ದಾರಿ ಮರೆತಿದ್ದಾರೆ, ಉಪಮುಖ್ಯಮಂತ್ರಿ ಡಿ.ಕೆ.ಶಿವಕುಮಾರ್ ದೇವರ ಮೇಲೆ ಹೊಣೆ ಹಾಕಿದ್ದಾರೆ ಎಂದು ವ್ಯಂಗ್ಯವಾಡಿದರು. [712,832,940,934]
date-text: ಫೆಬ್ರವರಿ 22, 2025 [75,16,135,25]
lake-headline-line1: ಕೆರೆ ಒತ್ತುವರಿ ತೆರವುಗೊಳಿಸದಿದ್ದರೆ [81,1214,253,1233]
tunga-body: ಶಿವಮೊಗ್ಗ: ತುಂಗಾ ನದಿಯ ಹಿನ್ನೀರಿನಲ್ಲಿ ಮೂವರ ಮೃತದೇಹಗಳು ಪತ್ತೆಯಾಗಿವೆ. ಇಬ್ಬರು ಪುರುಷರು ಹಾಗೂ ಓರ್ವ ಮಹಿಳೆಯ ಶವ ಪತ್ತೆಯಾಗಿದ್ದು, ಸ್ಥಳಕ್ಕೆ ತುಂಗಾನಗರ ಪೊಲೀಸ್ ಠಾಣೆಯ ಪೊಲೀಸರು ದೌಡಾಯಿಸಿದ್ದಾರೆ. ಶುಕ್ರವಾರ ಸಂಜೆ ಸುಮಾರು 10 ಗಂಟೆ ಸಮಯದಲ್ಲಿ ಮೀನುಗಾರರು ಶವಗಳನ್ನು ಗಮನಿಸಿ ಪೊಲೀಸರಿಗೆ ಮಾಹಿತಿ ನೀಡಿದ್ದಾರೆ. ಮೃತರ ಗುರುತು ಪತ್ತೆ ಕಾರ್ಯ ಮುಂದುವರಿದಿದೆ. ಮೃತದೇಹಗಳನ್ನು ಮರಣೋತ್ತರ ಪರೀಕ್ಷೆಗಾಗಿ ಮೆಗ್ಗಾನ್ ಆಸ್ಪತ್ರೆಗೆ ರವಾನಿಸಲಾಗಿದೆ. ಈ ಬಗ್ಗೆ ಪ್ರಕರಣ ದಾಖಲಿಸಿಕೊಂಡು ತನಿಖೆ ನಡೆಸಲಾಗುತ್ತಿದೆ ಎಂದು ಪೊಲೀಸರು ತಿಳಿಸಿದ್ದಾರೆ. [6,980,212,1045]
malaria-photo-left-graphic [488,1278,632,1434]
malaria-headline: ತಾಪಮಾನ ವೈಪರಿತ್ಯದಿಂದ ಆರೋಗ್ಯದ ಮೇಲೆ ಪರಿಣಾಮ [417,1238,861,1267]
malaria-body-col1: ಕೆ.ಆರ್.ಪೇಟೆ: ಜಾಗತಿಕ ತಾಪಮಾನದಲ್ಲಿ ಉಂಟಾದ ಬದಲಾವಣೆಯಿಂದ ಮಾನವನ ದೈಹಿಕ ಮತ್ತು ಮಾನಸಿಕ ಸ್ಥಿತಿಯ ಮೇಲೆ ಗಂಭೀರ ಪರಿಣಾಮ ಉಂಟಾಗುತ್ತದೆ ಎಂದು ಜಿಲ್ಲಾ ಮಲೇರಿಯಾ ನಿಯಂತ್ರಣ ಉಸ್ತುವಾರಿ ಮಂಜೇಗೌಡ ಹೇಳಿದರು. ಪಟ್ಟಣದ ಪ್ರಥಮ ದರ್ಜೆ ಕಾಲೇಜಿನಲ್ಲಿ ಏರ್ಪಡಿಸಿದ್ದ ಕಾರ್ಯಕ್ರಮದಲ್ಲಿ ಮಾತನಾಡಿದರು. ಜಿಲ್ಲಾ ಪಂಚಾಯತಿ ಹಾಗೂ ಜಿಲ್ಲಾ ಆರೋಗ್ಯ ಮತ್ತು ಕುಟುಂಬ ಕಲ್ಯಾಣ ಇಲಾಖೆ ಸಹಯೋಗದಲ್ಲಿ ಆಯೋಜಿಸಲಾಗಿತ್ತು. [338,1278,482,1353]
leopard-body: ಮಡಿಕೇರಿ: ತಾಲ್ಲೂಕಿನ ಬಾಳುಗೋಡು ಸಮೀಪದ ಕಾಫಿ ತೋಟದಲ್ಲಿ ಕಾಡು ಪ್ರಾಣಿಗಳ ಬೇಟೆಗಾಗಿ ಹಾಕಲಾಗಿದ್ದ ಉರುಳಿಗೆ ಸಿಲುಕಿ ಚಿರತೆಯೊಂದು ಮೃತಪಟ್ಟಿದೆ. ಕಾಡುಹಂದಿ ಬೇಟೆಗೆ ಹಾಕಿದ್ದ ಉರುಳಿಗೆ ಚಿರತೆ ಸಿಲುಕಿದ್ದು, ಹೊರಬರಲಾಗದೆ ಸಾವನ್ನಪ್ಪಿದೆ. ತೋಟದ ಮಾಲೀಕರು ನೀಡಿದ ಮಾಹಿತಿ ಮೇರೆಗೆ ಸ್ಥಳಕ್ಕೆ ಅರಣ್ಯ ಇಲಾಖೆಯ ಅಧಿಕಾರಿಗಳು ಭೇಟಿ ನೀಡಿ ಪರಿಶೀಲನೆ ನಡೆಸಿದರು. ಶಿವಮೊಗ್ಗದಿಂದ ಆಗಮಿಸಿದ ಪಶುವೈದ್ಯರು ಮರಣೋತ್ತರ ಪರೀಕ್ಷೆ ನಡೆಸಿದರು. ಸುಮಾರು 4 ವರ್ಷದ ಗಂಡು ಚಿರತೆ ಇದಾಗಿದೆ. ಉರುಳು ಹಾಕಿದವರ ವಿರುದ್ಧ ವನ್ಯಜೀವಿ ಸಂರಕ್ಷಣಾ ಕಾಯ್ದೆಯಡಿ ಪ್ರಕರಣ ದಾಖಲಿಸಿಕೊಂಡು ತನಿಖೆ ಕೈಗೊಳ್ಳಲಾಗಿದೆ. ಸ್ಥಳದಲ್ಲಿ ಮತ್ತಷ್ಟು ಉರುಳುಗಳ ಪತ್ತೆಗಾಗಿ ಶೋಧ ಕಾರ್ಯ ನಡೆಸಲಾಗಿದೆ ಎಂದು ಅರಣ್ಯಾಧಿಕಾರಿಗಳು ತಿಳಿಸಿದ್ದಾರೆ. [220,1054,446,1129]
malaria-photo-right-graphic [638,1278,788,1434]
chahal-dhanashree-photo [538,660,700,760]
sidebar-story1-rule [710,55,942,56]
lead-subhead: ಜಿಲ್ಲಾ ಕಾನೂನು ಸೇವೆಗಳ ಪ್ರಾಧಿಕಾರದ ಸದಸ್ಯ ಕಾರ್ಯದರ್ಶಿ ಬಿ.ಜಿ.ದಿನೇಶ್ ಕುಮಾರ್ ಅಭಿಮತ [128,100,578,118]
malaria-body-col2: ಮಾನವನ ಆರೋಗ್ಯದ ಮೇಲೆ ತಾಪಮಾನ ಬದಲಾವಣೆಯ ಪರಿಣಾಮಗಳು ಹಲವಾರು ರೀತಿಯಲ್ಲಿ ಕಂಡುಬರುತ್ತವೆ. ಹೆಚ್ಚುತ್ತಿರುವ ತಾಪಮಾನದಿಂದ ಸಾಂಕ್ರಾಮಿಕ ರೋಗಗಳು ಹರಡುವ ಸಾಧ್ಯತೆ ಹೆಚ್ಚಾಗಿದೆ. ಸೊಳ್ಳೆಗಳಿಂದ ಹರಡುವ ಮಲೇರಿಯಾ, ಡೆಂಗಿ, ಚಿಕೂನ್ ಗುನ್ಯಾ ರೋಗಗಳ ಬಗ್ಗೆ ಎಚ್ಚರಿಕೆ ವಹಿಸಬೇಕು ಎಂದರು. [488,1460,788,1488]
